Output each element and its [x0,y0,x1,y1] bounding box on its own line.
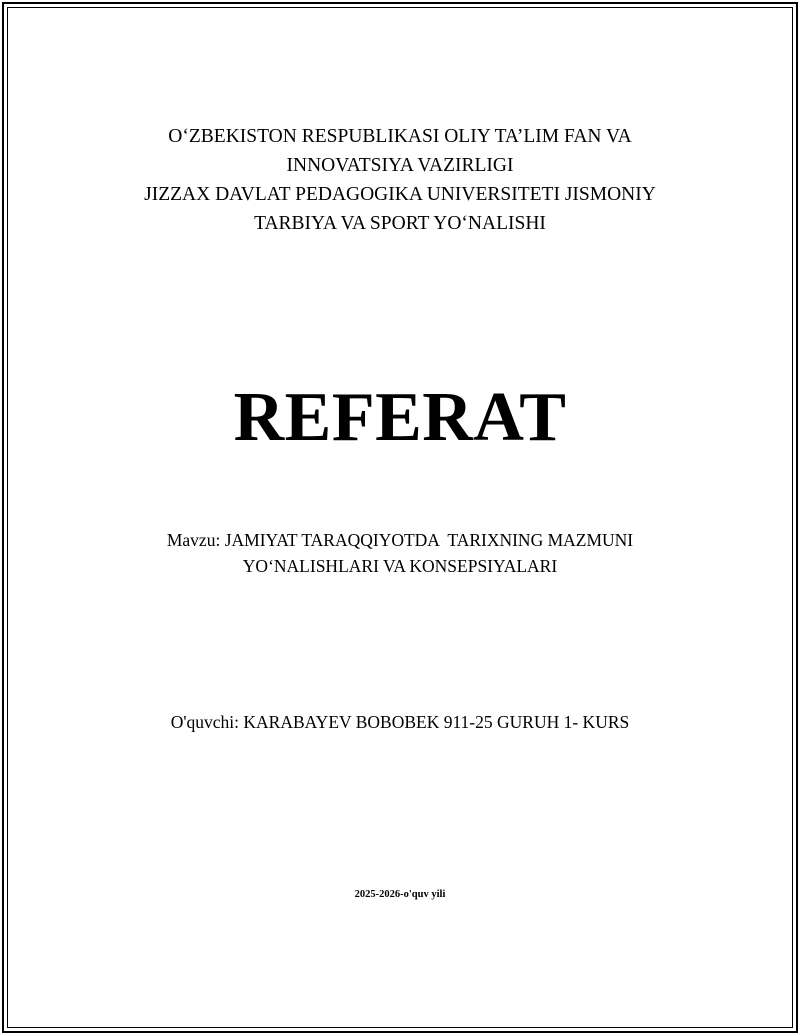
institution-header [0,122,800,238]
topic-line-1: Mavzu: JAMIYAT TARAQQIYOTDA TARIXNING MAZMUNI [166,530,634,550]
header-line-1: O‘ZBEKISTON RESPUBLIKASI OLIY TA’LIM FAN VA [168,126,632,147]
document-title: REFERAT [233,379,567,456]
header-line-4: TARBIYA VA SPORT YO‘NALISHI [254,213,546,234]
header-line-2: INNOVATSIYA VAZIRLIGI [286,155,514,176]
topic-block [0,527,800,579]
student-info: O'quvchi: KARABAYEV BOBOBEK 911-25 GURUH 1- KURS [170,712,630,732]
academic-year: 2025-2026-o'quv yili [354,889,446,900]
topic-line-2: YO‘NALISHLARI VA KONSEPSIYALARI [242,556,558,576]
header-line-3: JIZZAX DAVLAT PEDAGOGIKA UNIVERSITETI JISMONIY [144,184,656,205]
